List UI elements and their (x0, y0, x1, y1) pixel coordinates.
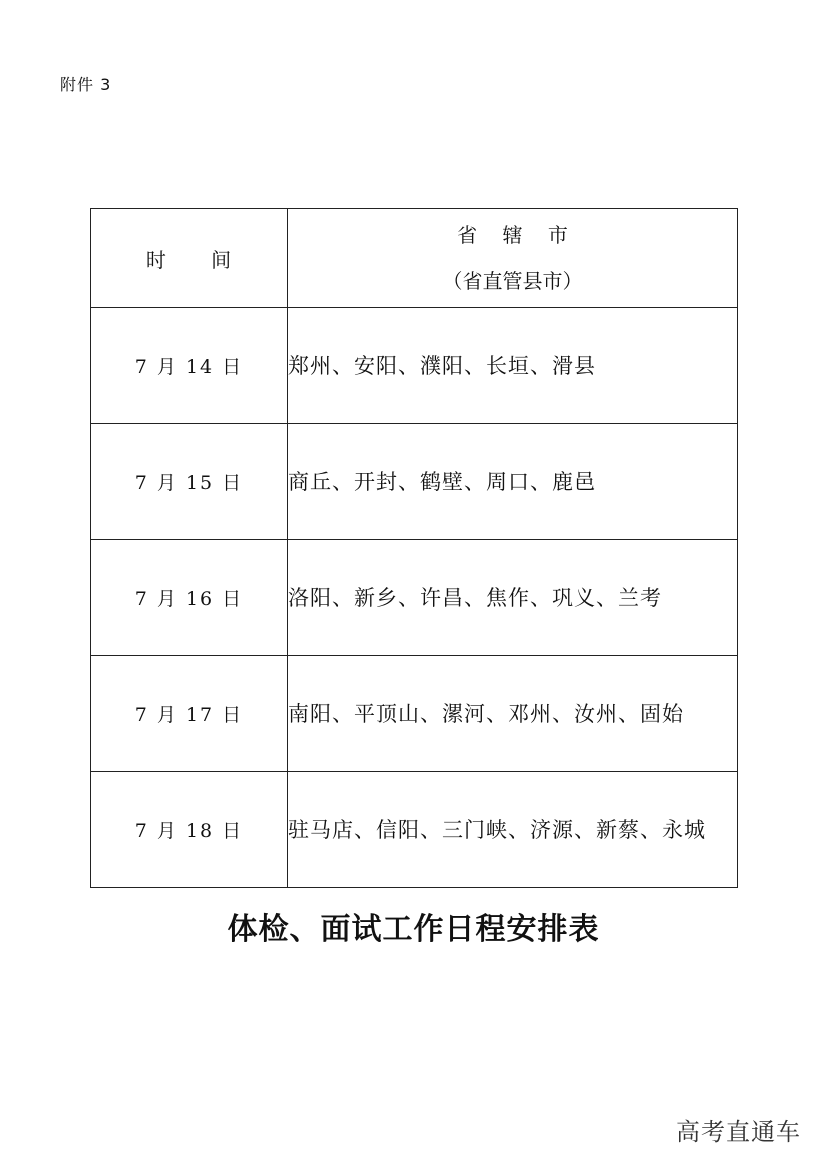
row-cities: 驻马店、信阳、三门峡、济源、新蔡、永城 (288, 772, 738, 888)
header-city-label: 省 辖 市 (457, 223, 568, 247)
table-header-row (91, 209, 738, 308)
header-city-sublabel: （省直管县市） (442, 269, 583, 293)
table-row (91, 424, 738, 540)
table-row (91, 308, 738, 424)
header-city (288, 209, 738, 308)
row-cities: 南阳、平顶山、漯河、邓州、汝州、固始 (288, 656, 738, 772)
row-cities: 郑州、安阳、濮阳、长垣、滑县 (288, 308, 738, 424)
watermark: 高考直通车 (676, 1118, 801, 1146)
table-row (91, 540, 738, 656)
header-time (91, 209, 288, 308)
table-row (91, 656, 738, 772)
table-row (91, 772, 738, 888)
row-date: 7 月 17 日 (91, 656, 288, 772)
row-date: 7 月 15 日 (91, 424, 288, 540)
row-date: 7 月 16 日 (91, 540, 288, 656)
row-date: 7 月 18 日 (91, 772, 288, 888)
schedule-table (90, 208, 738, 888)
document-title: 体检、面试工作日程安排表 (227, 912, 600, 947)
row-cities: 洛阳、新乡、许昌、焦作、巩义、兰考 (288, 540, 738, 656)
header-time-label: 时 间 (145, 247, 233, 272)
attachment-label: 附件 3 (60, 75, 112, 94)
row-cities: 商丘、开封、鹤壁、周口、鹿邑 (288, 424, 738, 540)
row-date: 7 月 14 日 (91, 308, 288, 424)
